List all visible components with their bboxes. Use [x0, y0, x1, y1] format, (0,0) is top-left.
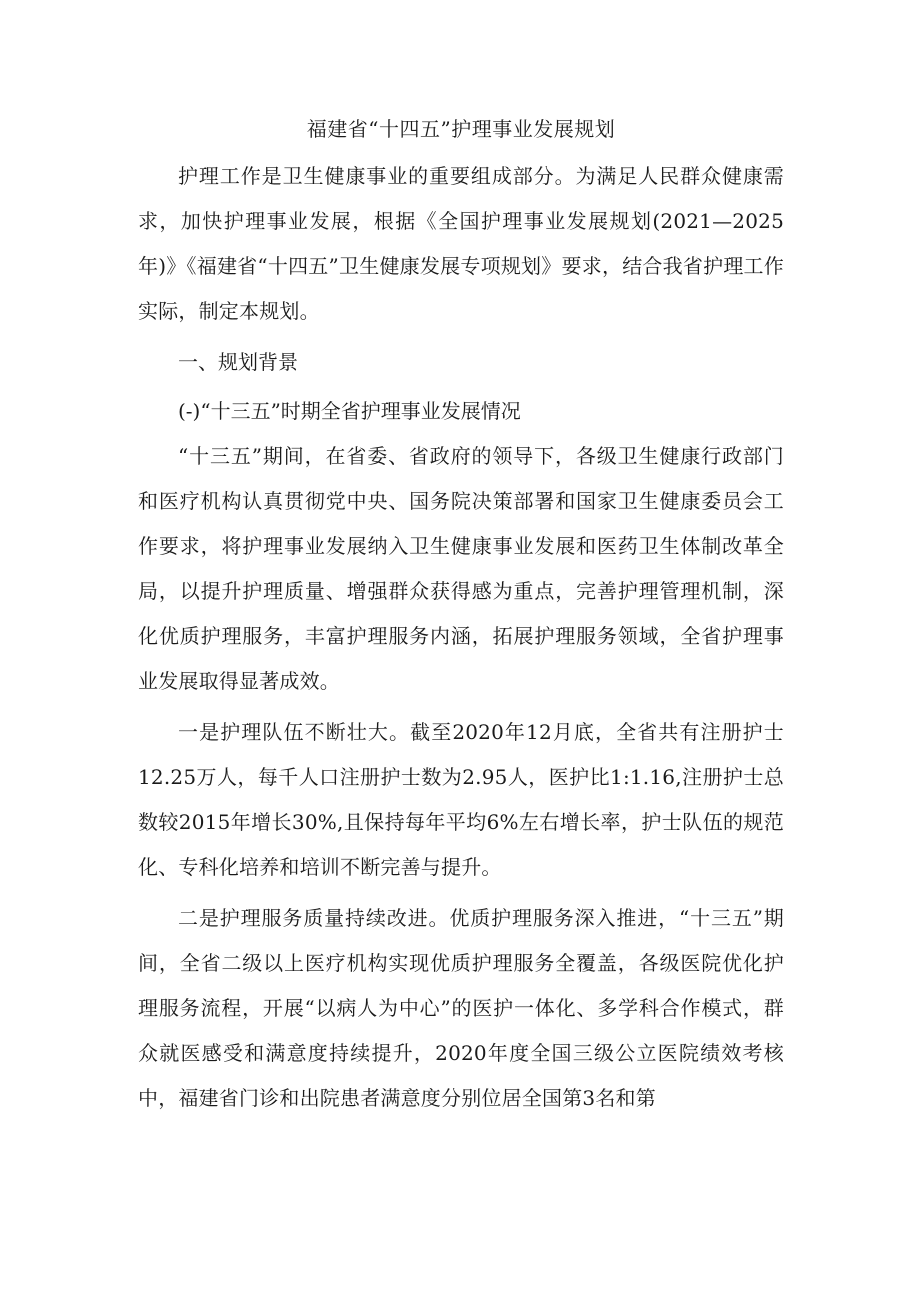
subsection-heading-13th-plan: (-)“十三五”时期全省护理事业发展情况 [178, 399, 521, 423]
section-heading-background: 一、规划背景 [178, 350, 298, 374]
intro-paragraph: 护理工作是卫生健康事业的重要组成部分。为满足人民群众健康需求，加快护理事业发展，根据《全国护理事业发展规划(2021—2025年)》《福建省“十四五”卫生健康发展专项规划》要求，结合我省护理工作实际，制定本规划。 [138, 164, 784, 323]
document-page [138, 112, 784, 1121]
nursing-team-paragraph: 一是护理队伍不断壮大。截至2020年12月底，全省共有注册护士12.25万人，每千人口注册护士数为2.95人，医护比1:1.16,注册护士总数较2015年增长30%,且保持每年平均6%左右增长率，护士队伍的规范化、专科化培养和培训不断完善与提升。 [138, 720, 784, 879]
service-quality-paragraph: 二是护理服务质量持续改进。优质护理服务深入推进，“十三五”期间，全省二级以上医疗机构实现优质护理服务全覆盖，各级医院优化护理服务流程，开展“以病人为中心”的医护一体化、多学科合作模式，群众就医感受和满意度持续提升，2020年度全国三级公立医院绩效考核中，福建省门诊和出院患者满意度分别位居全国第3名和第 [138, 906, 784, 1110]
overview-paragraph: “十三五”期间，在省委、省政府的领导下，各级卫生健康行政部门和医疗机构认真贯彻党中央、国务院决策部署和国家卫生健康委员会工作要求，将护理事业发展纳入卫生健康事业发展和医药卫生体制改革全局，以提升护理质量、增强群众获得感为重点，完善护理管理机制，深化优质护理服务，丰富护理服务内涵，拓展护理服务领域，全省护理事业发展取得显著成效。 [138, 444, 784, 693]
document-title: 福建省“十四五”护理事业发展规划 [306, 117, 616, 141]
